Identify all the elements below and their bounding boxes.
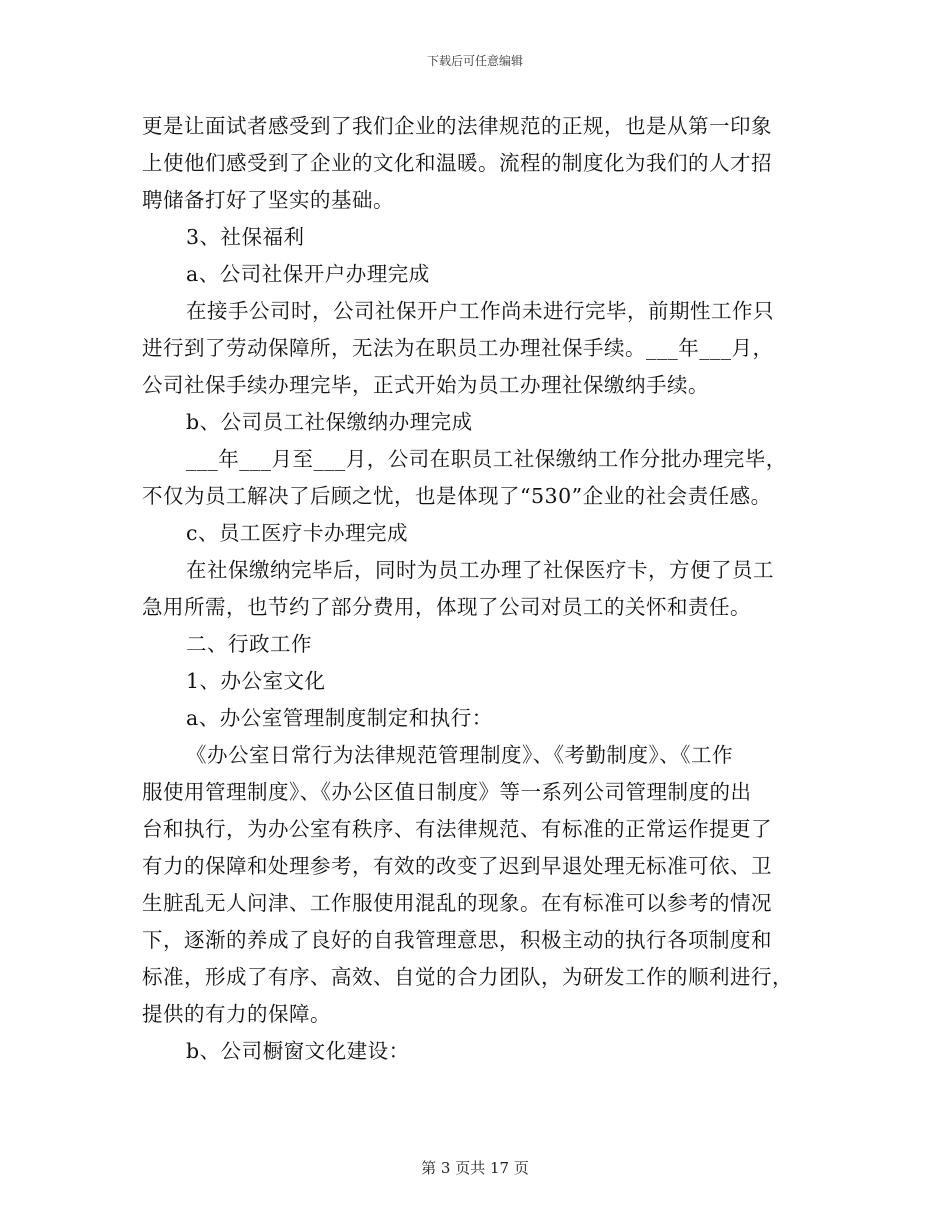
text-line: 急用所需，也节约了部分费用，体现了公司对员工的关怀和责任。 — [142, 595, 751, 619]
text-line: 生脏乱无人问津、工作服使用混乱的现象。在有标准可以参考的情况 — [142, 891, 772, 915]
text-line: a、公司社保开户办理完成 — [186, 262, 430, 286]
paragraph — [142, 441, 807, 515]
text-line: b、公司员工社保缴纳办理完成 — [186, 410, 473, 434]
paragraph — [142, 700, 807, 737]
text-line: 在接手公司时，公司社保开户工作尚未进行完毕，前期性工作只 — [186, 299, 774, 323]
text-line: 公司社保手续办理完毕，正式开始为员工办理社保缴纳手续。 — [142, 373, 709, 397]
paragraph — [142, 626, 807, 663]
text-line: 服使用管理制度》、《办公区值日制度》等一系列公司管理制度的出 — [142, 780, 752, 804]
text-line: a、办公室管理制度制定和执行： — [186, 706, 493, 730]
text-line: c、员工医疗卡办理完成 — [186, 521, 408, 545]
text-line: 有力的保障和处理参考，有效的改变了迟到早退处理无标准可依、卫 — [142, 854, 772, 878]
text-line: 聘储备打好了坚实的基础。 — [142, 188, 394, 212]
paragraph — [142, 1033, 807, 1070]
paragraph — [142, 108, 807, 219]
text-line: 台和执行，为办公室有秩序、有法律规范、有标准的正常运作提更了 — [142, 817, 772, 841]
paragraph — [142, 737, 807, 1033]
page-header: 下载后可任意编辑 — [426, 54, 523, 68]
text-line: 1、办公室文化 — [186, 669, 326, 693]
text-line: 更是让面试者感受到了我们企业的法律规范的正规，也是从第一印象 — [142, 114, 772, 138]
paragraph — [142, 404, 807, 441]
paragraph — [142, 219, 807, 256]
text-line: 在社保缴纳完毕后，同时为员工办理了社保医疗卡，方便了员工 — [186, 558, 774, 582]
text-line: b、公司橱窗文化建设： — [186, 1039, 410, 1063]
text-line: 提供的有力的保障。 — [142, 1002, 331, 1026]
text-line: 不仅为员工解决了后顾之忧，也是体现了“530”企业的社会责任感。 — [142, 484, 772, 508]
paragraph — [142, 552, 807, 626]
text-line: 下，逐渐的养成了良好的自我管理意思，积极主动的执行各项制度和 — [142, 928, 772, 952]
paragraph — [142, 256, 807, 293]
text-line: 上使他们感受到了企业的文化和温暖。流程的制度化为我们的人才招 — [142, 151, 772, 175]
text-line: 3、社保福利 — [186, 225, 305, 249]
text-line: 《办公室日常行为法律规范管理制度》、《考勤制度》、《工作 — [186, 743, 733, 767]
text-line: 进行到了劳动保障所，无法为在职员工办理社保手续。___年___月， — [142, 336, 774, 360]
text-line: 二、行政工作 — [186, 632, 312, 656]
paragraph — [142, 663, 807, 700]
paragraph — [142, 515, 807, 552]
page-number: 第 3 页共 17 页 — [421, 1159, 529, 1177]
paragraph — [142, 293, 807, 404]
text-line: ___年___月至___月，公司在职员工社保缴纳工作分批办理完毕， — [186, 447, 787, 471]
text-line: 标准，形成了有序、高效、自觉的合力团队，为研发工作的顺利进行， — [142, 965, 793, 989]
document-body — [142, 108, 807, 1070]
